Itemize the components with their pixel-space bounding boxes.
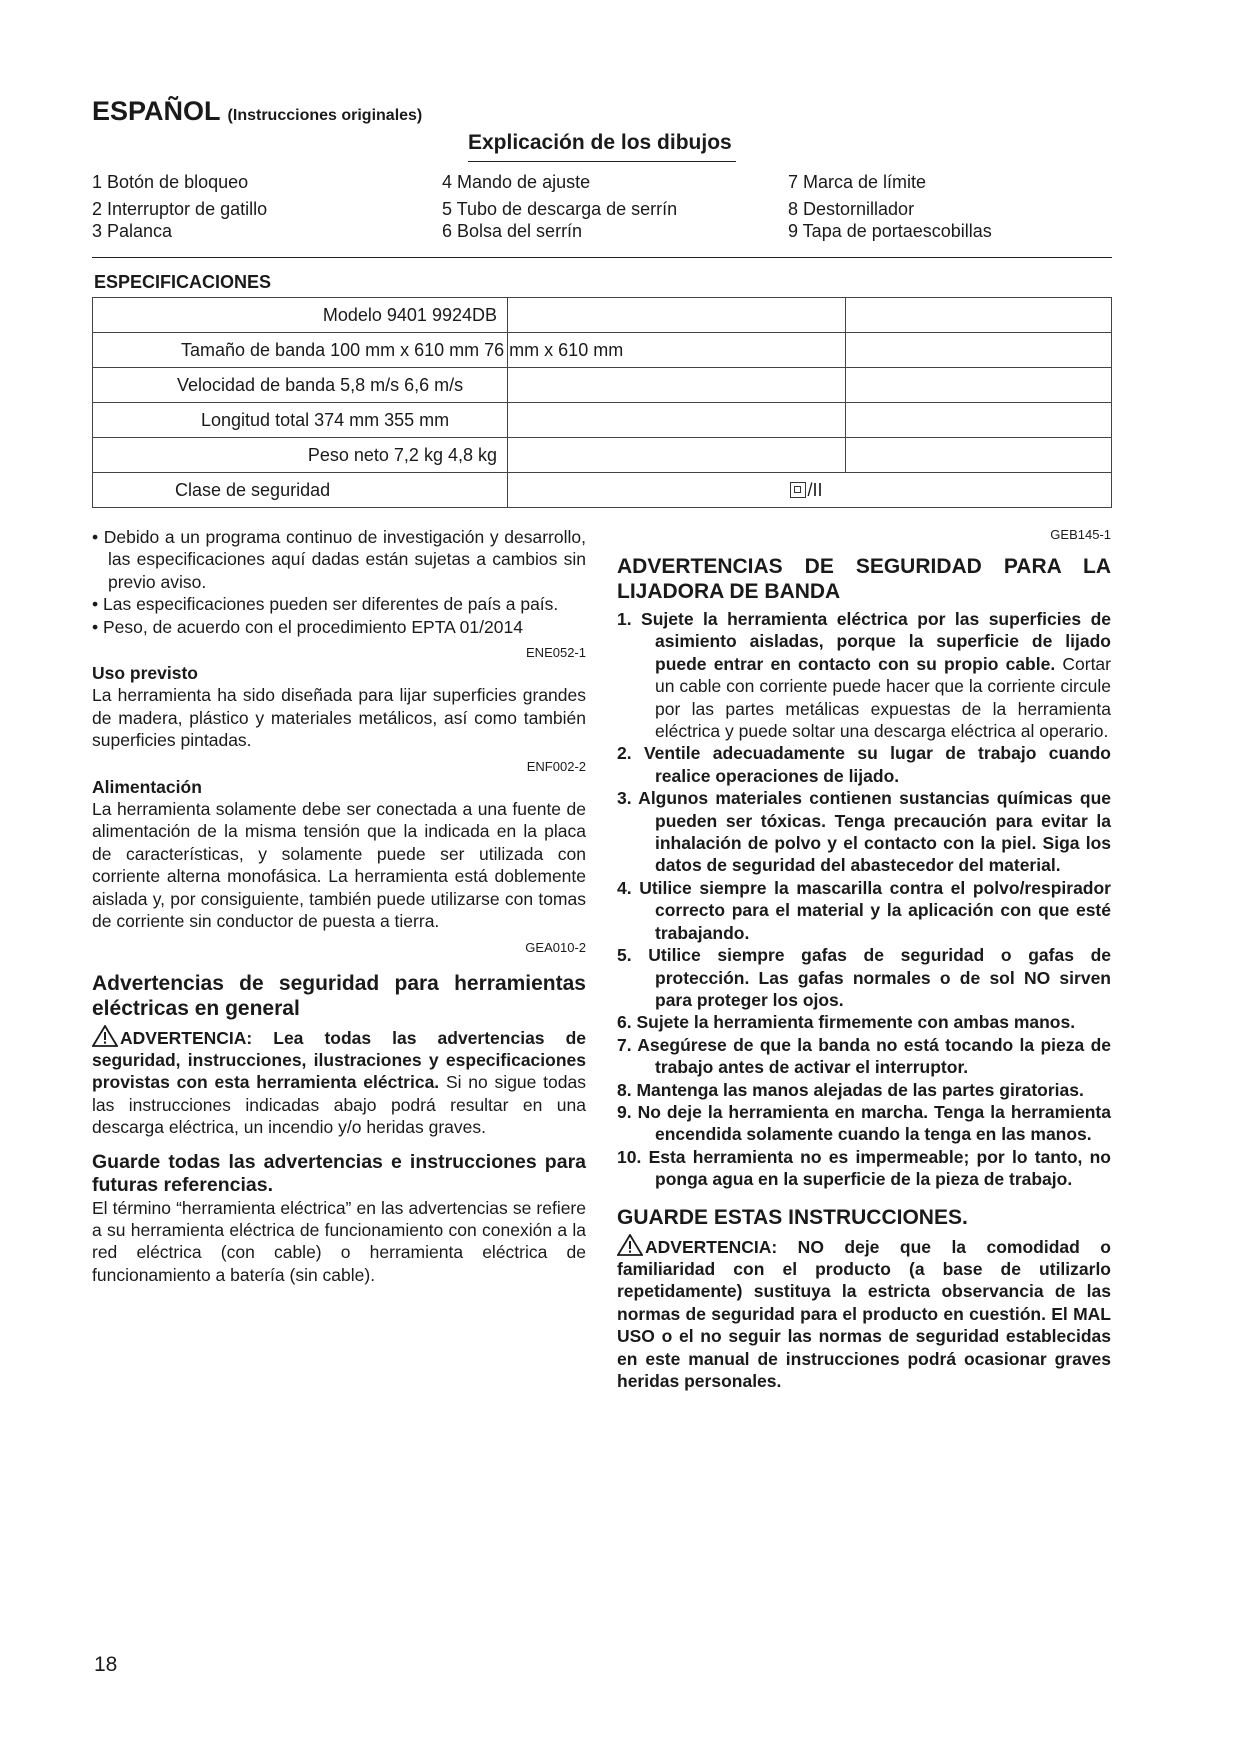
list-item: 4. Utilice siempre la mascarilla contra el polvo/respirador correcto para el material y la aplicación con que esté trabajando. bbox=[617, 877, 1111, 943]
power-text: La herramienta solamente debe ser conectada a una fuente de alimentación de la misma tensión que la indicada en la placa de características, y solamente puede ser utilizada con corriente alterna monofásica. La herramienta está doblemente aislada y, por consiguiente, también puede utilizarse con tomas de corriente sin conductor de puesta a tierra. bbox=[92, 799, 586, 932]
language-note: (Instrucciones originales) bbox=[227, 107, 423, 124]
belt-sander-safety-title: ADVERTENCIAS DE SEGURIDAD PARA LA LIJADORA DE BANDA bbox=[617, 555, 1111, 603]
list-item: 5. Utilice siempre gafas de seguridad o gafas de protección. Las gafas normales o de sol NO sirven para proteger los ojos. bbox=[617, 945, 1111, 1010]
keep-instructions-title: GUARDE ESTAS INSTRUCCIONES. bbox=[617, 1205, 968, 1229]
use-title: Uso previsto bbox=[92, 663, 198, 684]
part-item: 6 Bolsa del serrín bbox=[442, 221, 583, 241]
list-item: 9. No deje la herramienta en marcha. Tenga la herramienta encendida solamente cuando la tenga en las manos. bbox=[617, 1101, 1111, 1145]
part-item: 7 Marca de límite bbox=[788, 172, 927, 192]
list-item: 2. Ventile adecuadamente su lugar de trabajo cuando realice operaciones de lijado. bbox=[617, 743, 1111, 786]
part-item: 2 Interruptor de gatillo bbox=[92, 199, 268, 219]
spec-cell: Tamaño de banda 100 mm x 610 mm 76 mm x 610 mm bbox=[93, 333, 508, 368]
table-row bbox=[93, 403, 1112, 438]
list-item: • Debido a un programa continuo de investigación y desarrollo, las especificaciones aquí dadas están sujetas a cambios sin previo aviso. bbox=[92, 527, 586, 592]
right-column bbox=[617, 526, 1111, 1392]
part-item: 8 Destornillador bbox=[788, 199, 915, 219]
table-row bbox=[93, 473, 1112, 508]
spec-cell: Velocidad de banda 5,8 m/s 6,6 m/s bbox=[93, 368, 508, 403]
parts-column-2 bbox=[442, 172, 677, 243]
spec-cell: Modelo 9401 9924DB bbox=[93, 298, 508, 333]
power-title: Alimentación bbox=[92, 776, 202, 797]
list-item: 6. Sujete la herramienta firmemente con ambas manos. bbox=[617, 1012, 1076, 1033]
spec-class-value-cell bbox=[508, 473, 1112, 508]
double-insulation-icon bbox=[790, 482, 806, 498]
table-row bbox=[93, 333, 1112, 368]
use-text: La herramienta ha sido diseñada para lijar superficies grandes de madera, plástico y materiales metálicos, así como también superficies pintadas. bbox=[92, 685, 586, 751]
specs-table bbox=[92, 297, 1112, 508]
left-column bbox=[92, 526, 586, 1286]
divider bbox=[92, 257, 1112, 258]
table-row bbox=[93, 438, 1112, 473]
list-item: 10. Esta herramienta no es impermeable; por lo tanto, no ponga agua en la superficie de la pieza de trabajo. bbox=[617, 1146, 1111, 1190]
warning-icon bbox=[617, 1234, 643, 1256]
keep-title: Guarde todas las advertencias e instrucciones para futuras referencias. bbox=[92, 1150, 586, 1196]
keep-text: El término “herramienta eléctrica” en las advertencias se refiere a su herramienta eléctrica de funcionamiento con conexión a la red eléctrica (con cable) o herramienta eléctrica de funcionamiento a batería (sin cable). bbox=[92, 1197, 586, 1285]
list-item: 7. Asegúrese de que la banda no está tocando la pieza de trabajo antes de activar el interruptor. bbox=[617, 1034, 1111, 1078]
page-number: 18 bbox=[94, 1653, 118, 1676]
section-code: GEA010-2 bbox=[525, 939, 586, 955]
warning-icon bbox=[92, 1025, 118, 1047]
general-safety-title: Advertencias de seguridad para herramientas eléctricas en general bbox=[92, 971, 586, 1020]
spec-cell: Longitud total 374 mm 355 mm bbox=[93, 403, 508, 438]
list-item: 1. Sujete la herramienta eléctrica por las superficies de asimiento aisladas, porque la superficie de lijado puede entrar en contacto con su propio cable. Cortar un cable con corriente puede hacer que la corriente circule por las partes metálicas expuestas de la herramienta eléctrica y puede soltar una descarga eléctrica al operario. bbox=[617, 609, 1111, 742]
table-row bbox=[93, 298, 1112, 333]
spec-cell: Peso neto 7,2 kg 4,8 kg bbox=[93, 438, 508, 473]
specs-title: ESPECIFICACIONES bbox=[94, 272, 272, 292]
spec-class-value: /II bbox=[807, 479, 823, 500]
part-item: 1 Botón de bloqueo bbox=[92, 172, 249, 192]
general-warning: ADVERTENCIA: Lea todas las advertencias de seguridad, instrucciones, ilustraciones y especificaciones provistas con esta herramienta eléctrica. Si no sigue todas las instrucciones indicadas abajo podrá resultar en una descarga eléctrica, un incendio y/o heridas graves. bbox=[92, 1025, 586, 1139]
part-item: 4 Mando de ajuste bbox=[442, 172, 591, 192]
section-code: GEB145-1 bbox=[1050, 527, 1111, 542]
spec-class-label: Clase de seguridad bbox=[93, 473, 508, 508]
section-code: ENE052-1 bbox=[526, 645, 586, 661]
language-title: ESPAÑOL bbox=[92, 96, 221, 126]
table-row bbox=[93, 368, 1112, 403]
part-item: 3 Palanca bbox=[92, 221, 173, 241]
final-warning: ADVERTENCIA: NO deje que la comodidad o familiaridad con el producto (a base de utilizarlo repetidamente) sustituya la estricta observancia de las normas de seguridad para el producto en cuestión. El MAL USO o el no seguir las normas de seguridad establecidas en este manual de instrucciones podrá ocasionar graves heridas personales. bbox=[617, 1234, 1111, 1393]
language-heading bbox=[92, 96, 422, 127]
section-code: ENF002-2 bbox=[526, 758, 586, 774]
list-item: • Peso, de acuerdo con el procedimiento EPTA 01/2014 bbox=[92, 616, 523, 637]
part-item: 9 Tapa de portaescobillas bbox=[788, 221, 992, 241]
part-item: 5 Tubo de descarga de serrín bbox=[442, 199, 678, 219]
list-item: 8. Mantenga las manos alejadas de las partes giratorias. bbox=[617, 1079, 1084, 1100]
list-item: • Las especificaciones pueden ser diferentes de país a país. bbox=[92, 594, 559, 615]
parts-column-3 bbox=[788, 172, 992, 243]
parts-column-1 bbox=[92, 172, 267, 243]
explanation-title: Explicación de los dibujos bbox=[468, 131, 736, 162]
list-item: 3. Algunos materiales contienen sustancias químicas que pueden ser tóxicas. Tenga precaución para evitar la inhalación de polvo y el contacto con la piel. Siga los datos de seguridad del abastecedor del material. bbox=[617, 788, 1111, 876]
